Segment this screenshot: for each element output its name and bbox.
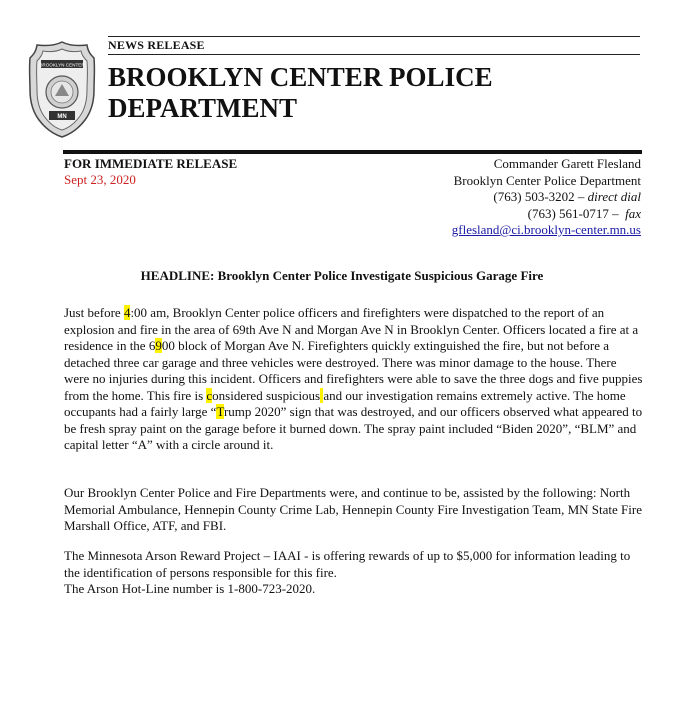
- contact-block: [452, 156, 641, 239]
- reward-text: The Minnesota Arson Reward Project – IAAI - is offering rewards of up to $5,000 for information leading to the identification of persons responsible for this fire.: [64, 548, 631, 580]
- police-badge-logo: [27, 40, 97, 138]
- contact-org: Brooklyn Center Police Department: [453, 172, 641, 188]
- badge-top-text: BROOKLYN CENTER: [39, 62, 85, 68]
- contact-fax-line: [452, 206, 641, 223]
- contact-name: Commander Garett Flesland: [493, 156, 641, 171]
- hotline-text: The Arson Hot-Line number is 1-800-723-2020.: [64, 581, 316, 596]
- badge-state-text: MN: [57, 114, 67, 120]
- header-rule-top: [108, 36, 640, 37]
- contact-direct-line: [452, 189, 641, 206]
- department-title-line1: BROOKLYN CENTER POLICE: [108, 62, 493, 92]
- news-release-label: NEWS RELEASE: [108, 38, 205, 52]
- contact-direct-number: (763) 503-3202 –: [493, 189, 585, 204]
- contact-direct-label: direct dial: [587, 189, 641, 204]
- highlight-mark: 9: [155, 338, 162, 353]
- highlight-mark: T: [216, 404, 224, 419]
- contact-fax-label: fax: [625, 205, 641, 221]
- contact-email-link[interactable]: gflesland@ci.brooklyn-center.mn.us: [451, 222, 641, 237]
- header-rule-mid: [108, 54, 640, 55]
- paragraph-assisting-agencies: Our Brooklyn Center Police and Fire Departments were, and continue to be, assisted by the following: North Memorial Ambulance, Hennepin County Crime Lab, Hennepin County Fire Investigation Team, MN State Fire Marshall Office, ATF, and FBI.: [64, 485, 642, 533]
- department-title-line2: DEPARTMENT: [108, 93, 298, 123]
- department-title: [108, 62, 493, 124]
- release-date: Sept 23, 2020: [64, 172, 136, 187]
- paragraph-reward: [64, 548, 644, 598]
- headline: HEADLINE: Brooklyn Center Police Investigate Suspicious Garage Fire: [140, 268, 544, 283]
- release-status: FOR IMMEDIATE RELEASE: [64, 156, 238, 171]
- contact-fax-number: (763) 561-0717 –: [527, 205, 619, 221]
- paragraph-incident: Just before 4:00 am, Brooklyn Center police officers and firefighters were dispatched to the report of an explosion and fire in the area of 69th Ave N and Morgan Ave N in Brooklyn Center. Officers located a fire at a residence in the 6900 block of Morgan Ave N. Firefighters quickly extinguished the fire, but not before a detached three car garage and three vehicles were destroyed. There was minor damage to the house. There were no injuries during this incident. Officers and firefighters were able to save the three dogs and five puppies from the home. This fire is considered suspicious and our investigation remains extremely active. The home occupants had a fairly large “Trump 2020” sign that was destroyed, and our officers observed what appeared to be fresh spray paint on the garage before it burned down. The spray paint included “Biden 2020”, “BLM” and capital letter “A” with a circle around it.: [64, 305, 643, 452]
- highlight-mark: c: [206, 387, 213, 403]
- highlight-mark: 4: [123, 305, 131, 320]
- header-divider: [63, 150, 642, 154]
